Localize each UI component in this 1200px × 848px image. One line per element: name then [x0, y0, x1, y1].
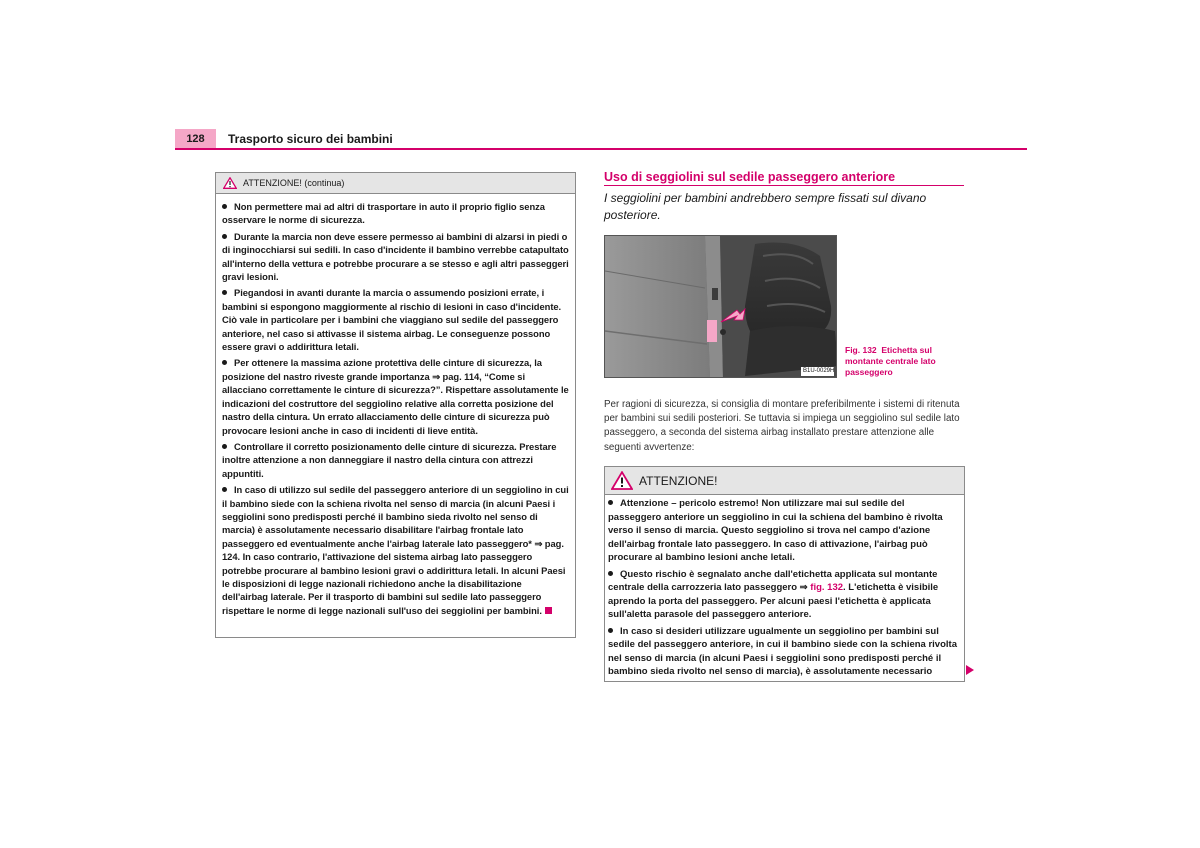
bullet-icon [608, 571, 613, 576]
warning-paragraph-text: Per ottenere la massima azione protettiva delle cinture di sicurezza, la posizione del nastro riveste grande importanza ⇒ pag. 114, “Come si allacciano correttamente le cinture di sicurezza?”. Rispettare assolutamente le indicazioni del costruttore del seggiolino relative alla corretta posizione del nastro della cintura. Un errato allacciamento delle cinture di sicurezza può provocare lesioni anche in caso di incidenti di lieve entità. [222, 357, 569, 436]
warning-triangle-icon [611, 471, 633, 490]
figure-caption-number: Fig. 132 [845, 345, 877, 355]
figure-code: B1U-0029H [803, 368, 835, 374]
section-intro: I seggiolini per bambini andrebbero sempre fissati sul divano posteriore. [604, 191, 927, 222]
warning-paragraph [608, 497, 960, 565]
warning-paragraph-text: Questo rischio è segnalato anche dall'etichetta applicata sul montante centrale della carrozzeria lato passeggero ⇒ [608, 568, 938, 593]
warning-paragraph-text: Attenzione – pericolo estremo! Non utilizzare mai sul sedile del passeggero anteriore un seggiolino in cui la schiena del bambino è rivolta verso il senso di marcia. Questo seggiolino si trova nel campo d'azione dell'airbag frontale lato passeggero. In caso di attivazione, l'airbag può procurare al bambino lesioni anche letali. [608, 498, 943, 563]
warning-heading-text: ATTENZIONE! [639, 473, 718, 488]
warning-paragraph [222, 440, 570, 480]
end-of-section-icon [545, 607, 552, 614]
header-divider [175, 148, 1027, 150]
car-door-pillar-illustration [605, 236, 837, 378]
warning-box-continued [215, 172, 576, 638]
warning-paragraph-text: Controllare il corretto posizionamento delle cinture di sicurezza. Prestare inoltre attenzione a non danneggiare il nastro della cintura con attrezzi appuntiti. [222, 440, 557, 479]
bullet-icon [608, 628, 613, 633]
section-title: Uso di seggiolini sul sedile passeggero anteriore [604, 170, 896, 184]
section-divider [604, 185, 964, 186]
warning-paragraph [608, 625, 960, 679]
warning-header [216, 173, 575, 194]
warning-box [604, 466, 965, 682]
figure-image [604, 235, 837, 378]
warning-paragraph [222, 483, 570, 617]
continue-arrow-icon[interactable] [966, 665, 974, 675]
bullet-icon [222, 234, 227, 239]
page-number: 128 [175, 129, 216, 148]
warning-body [605, 495, 964, 679]
warning-paragraph-text: Piegandosi in avanti durante la marcia o assumendo posizioni errate, i bambini si espongono maggiormente al rischio di lesioni in caso d'incidente. Ciò vale in particolare per i bambini che viaggiano sul sedile del passeggero anteriore, nel caso si attivasse il sistema airbag. Le conseguenze possono essere gravi o addirittura letali. [222, 287, 562, 353]
warning-paragraph-text: Non permettere mai ad altri di trasportare in auto il proprio figlio senza osservare le norme di sicurezza. [222, 201, 545, 226]
bullet-icon [222, 444, 227, 449]
warning-heading-text: ATTENZIONE! (continua) [243, 178, 345, 188]
warning-header [605, 467, 964, 495]
warning-paragraph-text: . L'etichetta è visibile aprendo la porta del passeggero. Per alcuni paesi l'etichetta è applicata sull'aletta parasole del passeggero anteriore. [608, 582, 939, 620]
warning-paragraph [222, 230, 570, 284]
warning-paragraph [608, 568, 960, 622]
warning-paragraph [222, 200, 570, 227]
figure-reference-link[interactable]: fig. 132 [810, 582, 844, 593]
bullet-icon [608, 500, 613, 505]
warning-triangle-icon [223, 177, 237, 189]
warning-paragraph [222, 286, 570, 353]
page-header-title: Trasporto sicuro dei bambini [228, 132, 393, 146]
warning-paragraph [222, 356, 570, 436]
figure-caption [845, 345, 955, 378]
body-paragraph: Per ragioni di sicurezza, si consiglia di montare preferibilmente i sistemi di ritenuta per bambini sui sedili posteriori. Se tuttavia si impiega un seggiolino sul sedile lato passeggero, a seconda del sistema airbag installato prestare attenzione alle seguenti avvertenze: [604, 399, 960, 453]
bullet-icon [222, 360, 227, 365]
bullet-icon [222, 487, 227, 492]
warning-body [216, 194, 575, 617]
warning-paragraph-text: Durante la marcia non deve essere permesso ai bambini di alzarsi in piedi o di inginocchiarsi sui sedili. In caso d'incidente il bambino verrebbe catapultato all'interno della vettura e potrebbe procurare a se stesso e agli altri passeggeri gravi lesioni. [222, 230, 569, 283]
bullet-icon [222, 204, 227, 209]
bullet-icon [222, 290, 227, 295]
warning-paragraph-text: In caso si desideri utilizzare ugualmente un seggiolino per bambini sul sedile del passeggero anteriore, in cui il bambino siede con la schiena rivolta nel senso di marcia (in alcuni Paesi i seggiolini sono predisposti perché il bambino sieda rivolto nel senso di marcia), è assolutamente necessario [608, 625, 957, 677]
warning-paragraph-text: In caso di utilizzo sul sedile del passeggero anteriore di un seggiolino in cui il bambino siede con la schiena rivolta nel senso di marcia (in alcuni Paesi i seggiolini sono predisposti perché il bambino sieda rivolto nel senso di marcia) è assolutamente necessario disabilitare l'airbag frontale lato passeggero ed eventualmente anche l'airbag laterale lato passeggero* ⇒ pag. 124. In caso contrario, l'attivazione del sistema airbag lato passeggero potrebbe procurare al bambino lesioni gravi o addirittura letali. In alcuni Paesi le disposizioni di legge nazionali richiedono anche la disabilitazione dell'airbag laterale. Per il trasporto di bambini sul sedile lato passeggero rispettare le norme di legge nazionali sull'uso dei seggiolini per bambini. [222, 484, 569, 616]
figure-caption-text: Etichetta sul montante centrale lato passeggero [845, 345, 936, 377]
